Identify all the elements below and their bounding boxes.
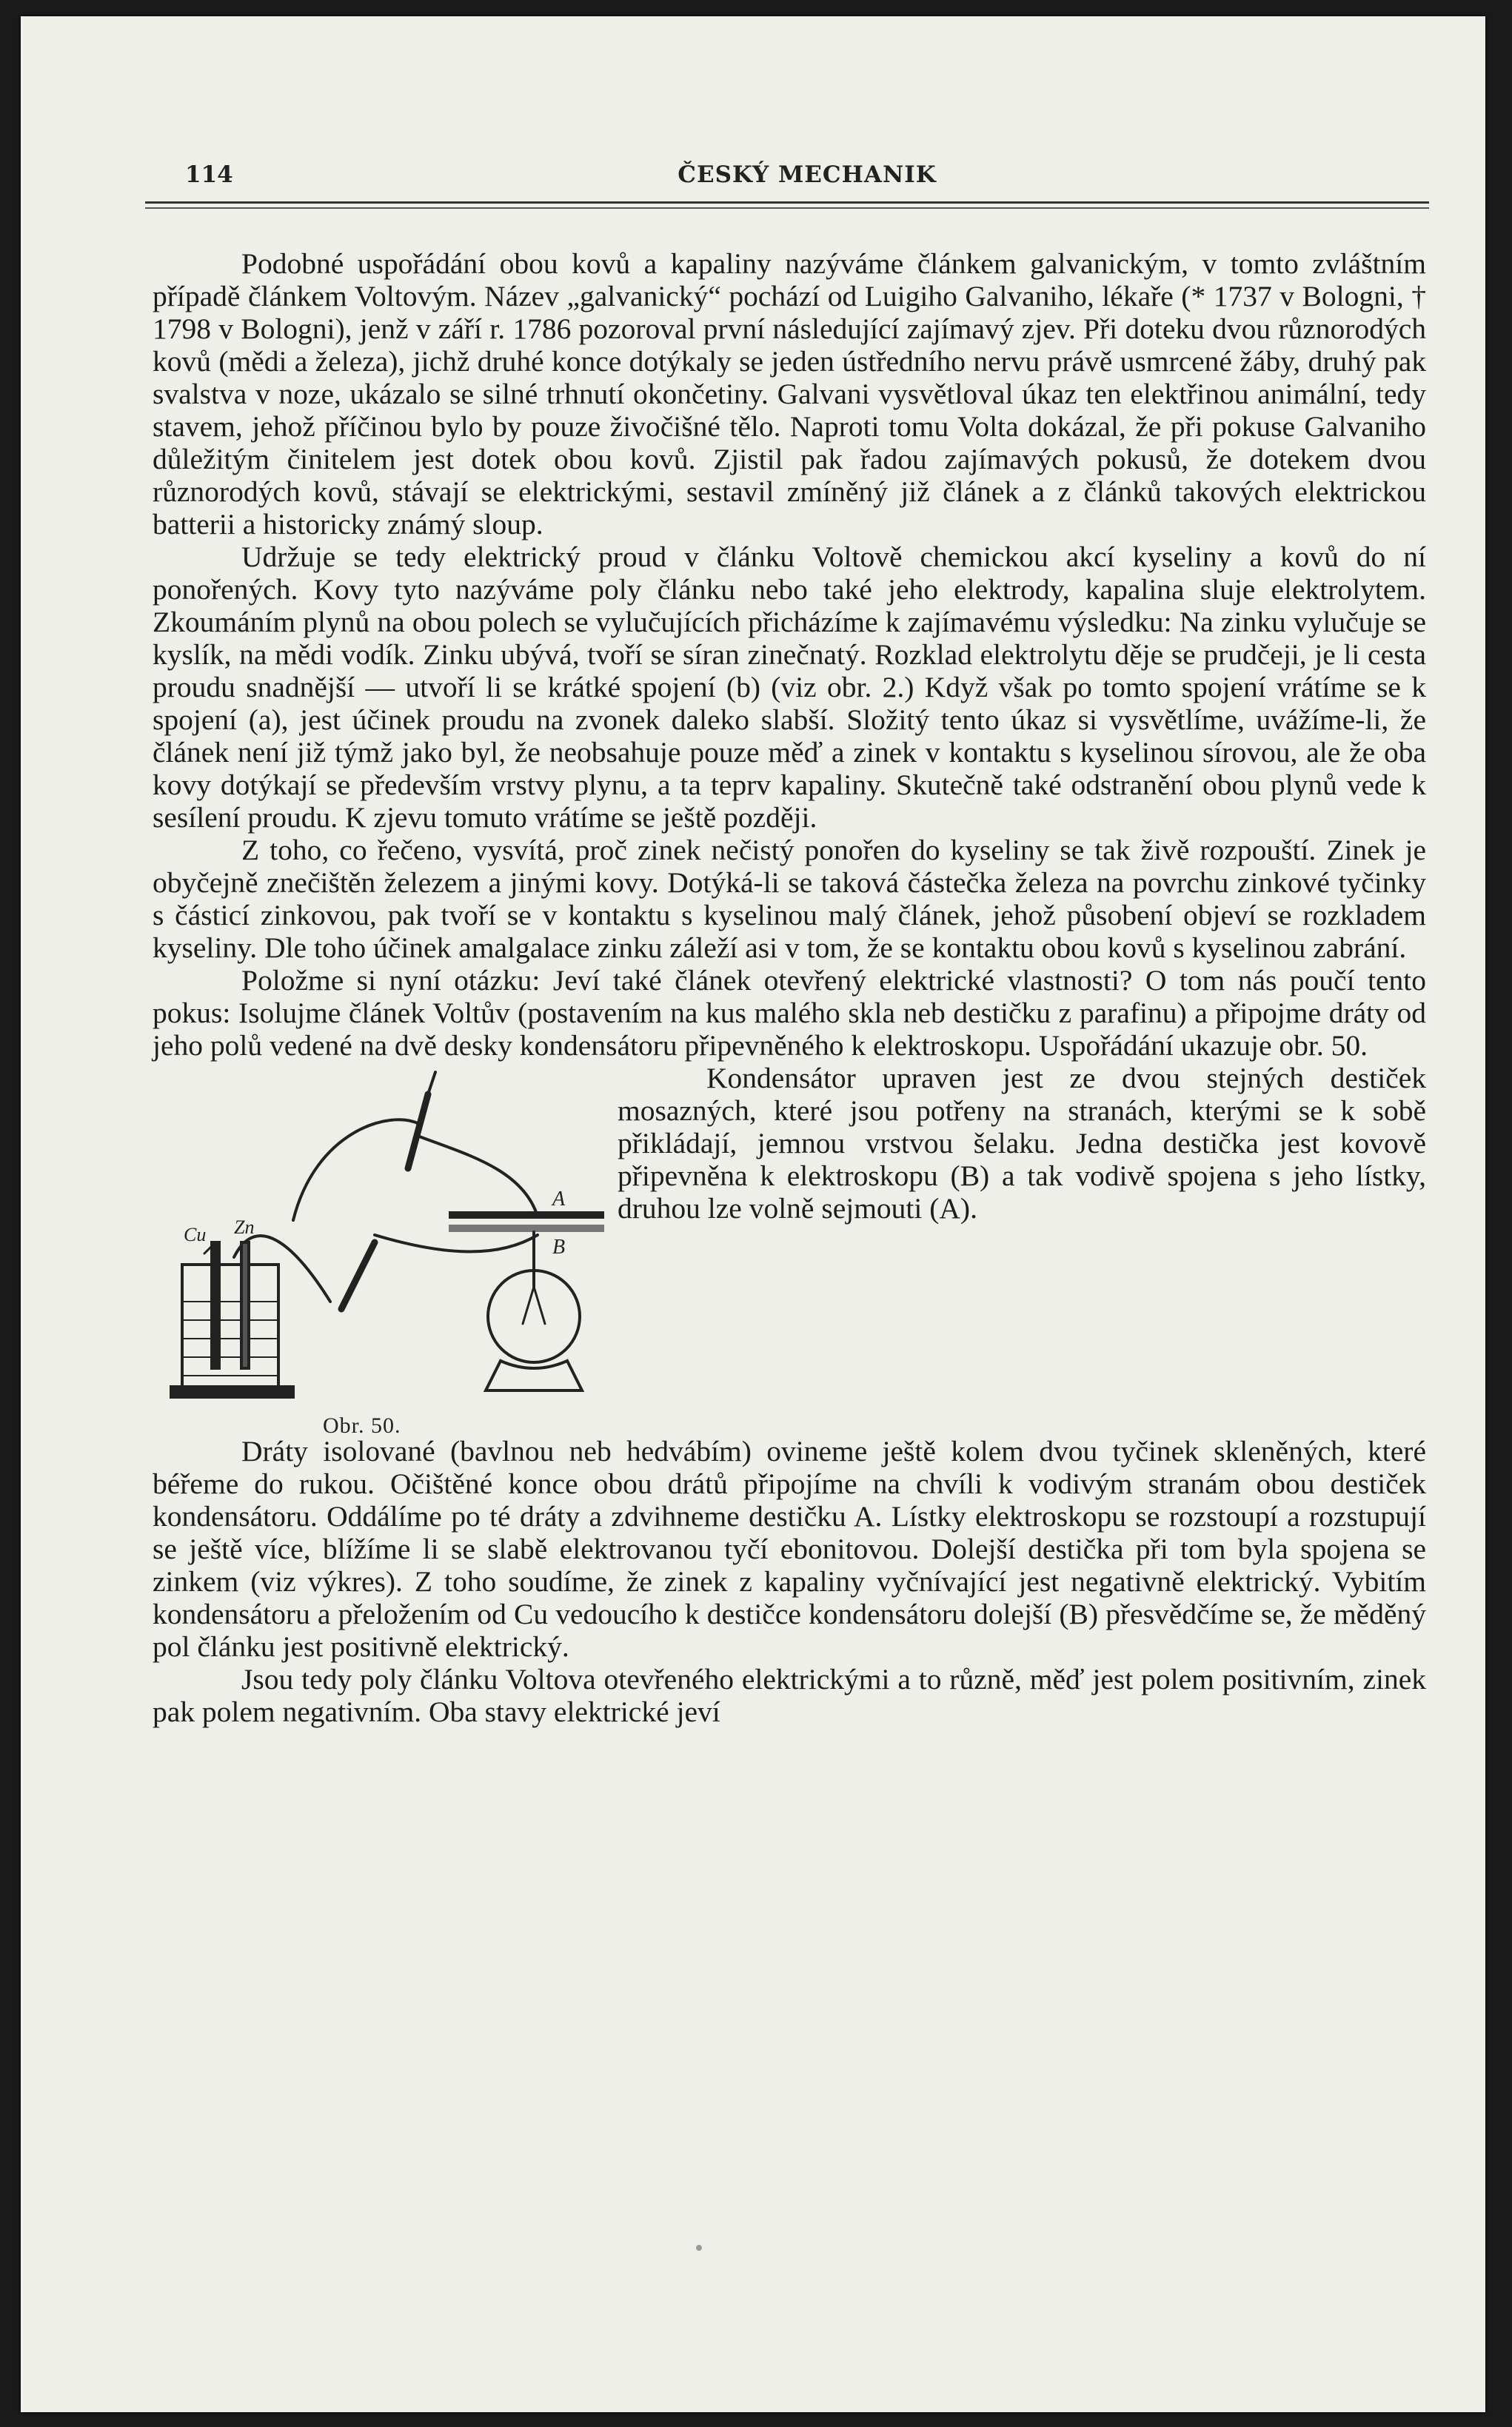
running-title: ČESKÝ MECHANIK [678, 161, 937, 188]
paragraph-4 [153, 964, 1426, 1062]
figure-caption: Obr. 50. [323, 1413, 401, 1438]
body-text [153, 247, 1426, 1728]
book-page [21, 16, 1485, 2412]
page-speck [696, 2245, 702, 2251]
paragraph-4-text: Položme si nyní otázku: Jeví také článek otevřený elektrické vlastnosti? O tom nás poučí tento pokus: Isolujme článek Voltův (postavením na kus malého skla neb destičku z parafinu) a připojme dráty od jeho polů vedené na dvě desky kondensátoru připevněného k elektroskopu. Uspořádání ukazuje obr. 50. [153, 964, 1426, 1062]
paragraph-7: Jsou tedy poly článku Voltova otevřeného elektrickými a to různě, měď jest polem positivním, zinek pak polem negativním. Oba stavy elektrické jeví [153, 1663, 1426, 1728]
label-b: B [552, 1236, 566, 1259]
label-cu: Cu [184, 1224, 207, 1245]
paragraph-3: Z toho, co řečeno, vysvítá, proč zinek nečistý ponořen do kyseliny se tak živě rozpouští. Zinek je obyčejně znečištěn železem a jinými kovy. Dotýká-li se taková částečka železa na povrchu zinkové tyčinky s částicí zinkovou, pak tvoří se v kontaktu s kyselinou malý článek, jehož působení objeví se rozkladem kyseliny. Dle toho účinek amalgalace zinku záleží asi v tom, že se kontaktu obou kovů s kyselinou zabrání. [153, 834, 1426, 964]
page-number: 114 [185, 161, 233, 188]
label-zn: Zn [234, 1216, 255, 1238]
running-header [185, 161, 1429, 191]
voltaic-cell-electroscope-drawing [153, 1065, 604, 1435]
paragraph-6: Dráty isolované (bavlnou neb hedvábím) ovineme ještě kolem dvou tyčinek skleněných, které béřeme do rukou. Očištěné konce obou drátů připojíme na chvíli k vodivým stranám obou destiček kondensátoru. Oddálíme po té dráty a zdvihneme destičku A. Lístky elektroskopu se rozstoupí a rozstupují se ještě více, blížíme li se slabě elektrovanou tyčí ebonitovou. Dolejší destička při tom byla spojena se zinkem (viz výkres). Z toho soudíme, že zinek z kapaliny vyčnívající jest negativně elektrický. Vybitím kondensátoru a přeložením od Cu vedoucího k destičce kondensátoru dolejší (B) přesvědčíme se, že měděný pol článku jest positivně elektrický. [153, 1435, 1426, 1663]
paragraph-2: Udržuje se tedy elektrický proud v článku Voltově chemickou akcí kyseliny a kovů do ní ponořených. Kovy tyto nazýváme poly článku nebo také jeho elektrody, kapalina sluje elektrolytem. Zkoumáním plynů na obou polech se vylučujících přicházíme k zajímavému výsledku: Na zinku vylučuje se kyslík, na mědi vodík. Zinku ubývá, tvoří se síran zinečnatý. Rozklad elektrolytu děje se prudčeji, je li cesta proudu snadnější — utvoří li se krátké spojení (b) (viz obr. 2.) Když však po tomto spojení vrátíme se k spojení (a), jest účinek proudu na zvonek daleko slabší. Složitý tento úkaz si vysvětlíme, uvážíme-li, že článek není již týmž jako byl, že neobsahuje pouze měď a zinek v kontaktu s kyselinou sírovou, ale že oba kovy dotýkají se především vrstvy plynu, a ta teprv kapaliny. Skutečně také odstranění obou plynů vede k sesílení proudu. K zjevu tomuto vrátíme se ještě později. [153, 540, 1426, 834]
figure-50 [153, 1065, 604, 1438]
header-rule-thin [145, 207, 1429, 209]
header-rule [145, 201, 1429, 204]
label-a: A [552, 1188, 566, 1211]
paragraph-1: Podobné uspořádání obou kovů a kapaliny nazýváme článkem galvanickým, v tomto zvláštním případě článkem Voltovým. Název „galvanický“ pochází od Luigiho Galvaniho, lékaře (* 1737 v Bologni, † 1798 v Bologni), jenž v září r. 1786 pozoroval první následující zajímavý zjev. Při doteku dvou různorodých kovů (mědi a železa), jichž druhé konce dotýkaly se jeden ústředního nervu právě usmrcené žáby, druhý pak svalstva v noze, ukázalo se silné trhnutí okončetiny. Galvani vysvětloval úkaz ten elektřinou animální, tedy stavem, jehož příčinou bylo by pouze živočišné tělo. Naproti tomu Volta dokázal, že při pokuse Galvaniho důležitým činitelem jest dotek obou kovů. Zjistil pak řadou zajímavých pokusů, že dotekem dvou různorodých kovů, stávají se elektrickými, sestavil zmíněný již článek a z článků takových elektrickou batterii a historicky známý sloup. [153, 247, 1426, 540]
paragraph-5: Kondensátor upraven jest ze dvou stejných destiček mosazných, které jsou potřeny na stranách, kterými se k sobě přikládají, jemnou vrstvou šelaku. Jedna destička jest kovově připevněna k elektroskopu (B) a tak vodivě spojena s jeho lístky, druhou lze volně sejmouti (A). [618, 1062, 1426, 1225]
